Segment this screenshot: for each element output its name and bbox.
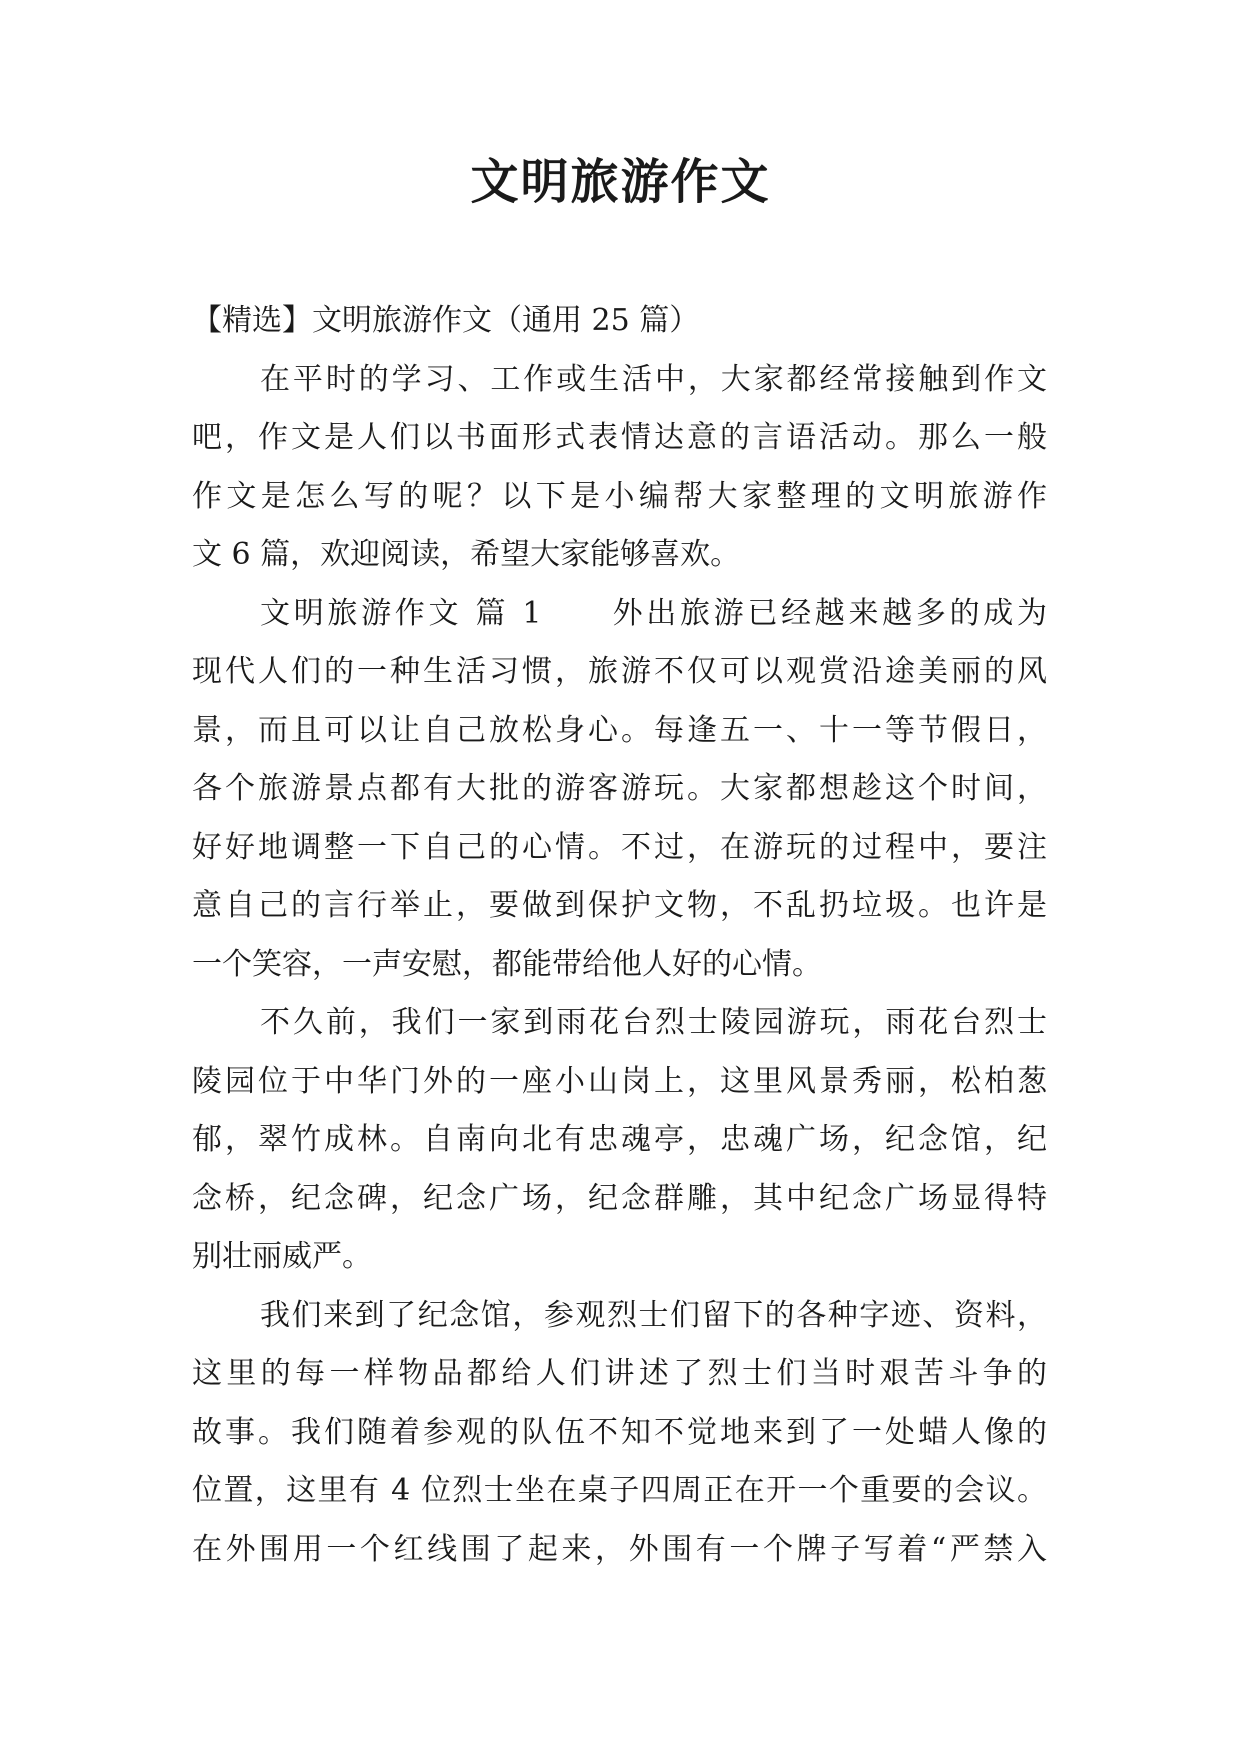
paragraph-line: 我们来到了纪念馆，参观烈士们留下的各种字迹、资料，: [260, 1297, 1047, 1333]
paragraph-line: 一个笑容，一声安慰，都能带给他人好的心情。: [192, 946, 822, 982]
document-title: 文明旅游作文: [470, 154, 771, 210]
paragraph-line: 位置，这里有 4 位烈士坐在桌子四周正在开一个重要的会议。: [192, 1473, 1047, 1508]
paragraph-line: 在平时的学习、工作或生活中，大家都经常接触到作文: [260, 361, 1047, 397]
paragraph-line: 文明旅游作文 篇 1 外出旅游已经越来越多的成为: [260, 595, 1047, 631]
paragraph-line: 吧，作文是人们以书面形式表情达意的言语活动。那么一般: [192, 420, 1047, 455]
paragraph-line: 故事。我们随着参观的队伍不知不觉地来到了一处蜡人像的: [192, 1414, 1047, 1450]
paragraph-line: 好好地调整一下自己的心情。不过，在游玩的过程中，要注: [192, 829, 1047, 865]
paragraph-line: 这里的每一样物品都给人们讲述了烈士们当时艰苦斗争的: [192, 1356, 1047, 1391]
paragraph-line: 陵园位于中华门外的一座小山岗上，这里风景秀丽，松柏葱: [192, 1063, 1047, 1099]
document-subtitle: 【精选】文明旅游作文（通用 25 篇）: [192, 303, 700, 338]
paragraph-line: 不久前，我们一家到雨花台烈士陵园游玩，雨花台烈士: [260, 1005, 1047, 1040]
paragraph-line: 各个旅游景点都有大批的游客游玩。大家都想趁这个时间，: [192, 771, 1047, 806]
paragraph-line: 作文是怎么写的呢？以下是小编帮大家整理的文明旅游作: [192, 478, 1047, 514]
paragraph-line: 景，而且可以让自己放松身心。每逢五一、十一等节假日，: [192, 712, 1047, 748]
paragraph-line: 文 6 篇，欢迎阅读，希望大家能够喜欢。: [192, 537, 741, 572]
paragraph-line: 念桥，纪念碑，纪念广场，纪念群雕，其中纪念广场显得特: [192, 1180, 1047, 1216]
paragraph-line: 在外围用一个红线围了起来，外围有一个牌子写着“严禁入: [192, 1531, 1047, 1567]
paragraph-line: 郁，翠竹成林。自南向北有忠魂亭，忠魂广场，纪念馆，纪: [192, 1122, 1047, 1157]
paragraph-line: 现代人们的一种生活习惯，旅游不仅可以观赏沿途美丽的风: [192, 654, 1047, 689]
paragraph-line: 意自己的言行举止，要做到保护文物，不乱扔垃圾。也许是: [192, 888, 1047, 923]
paragraph-line: 别壮丽威严。: [192, 1239, 372, 1274]
document-body: [192, 292, 1047, 1579]
